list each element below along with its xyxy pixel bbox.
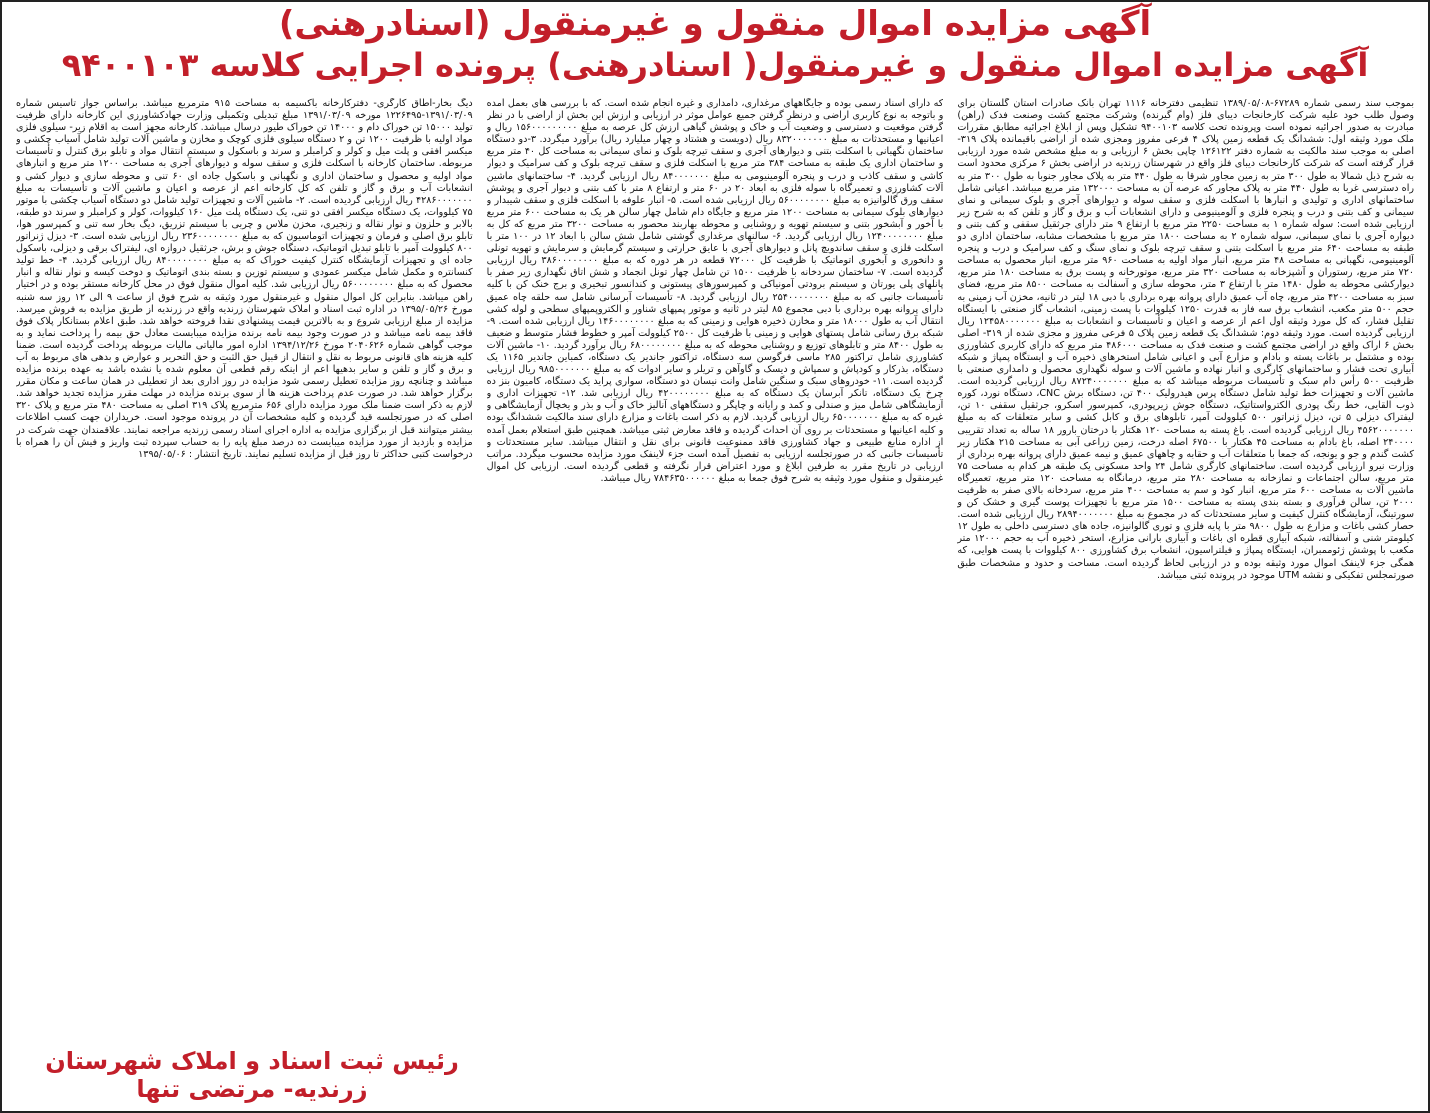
body-paragraph: که دارای اسناد رسمی بوده و جایگاههای مرغداری، دامداری و غیره انجام شده است. که با بررسی های بعمل آمده و باتوجه به نوع کاربری اراضی و درنظر گرفتن جمیع عوامل موثر در ارزیابی و ارزش این بخش از اراضی با در نظر گرفتن موقعیت و دسترسی و وضعیت آب و خاک و پوشش گیاهی ارزش کل عرصه به مبلغ ۱۵۶۰۰۰۰۰۰۰۰۰ ریال و اعیانیها و مستحدثات به مبلغ ۸۳۲۰۰۰۰۰۰۰ ریال (دویست و هشتاد و چهار میلیارد ریال) برآورد میگردد. ۳-دو دستگاه ساختمان نگهبانی با اسکلت بتنی و دیوارهای آجری و سقف تیرچه بلوک و نمای سیمانی به مساحت کل ۴۰ متر مربع و ساختمان اداری یک طبقه به مساحت ۳۸۴ متر مربع با اسکلت فلزی و سقف تیرچه بلوک و کف سرامیک و دیوار کاشی و سقف کاذب و درب و پنجره آلومینیومی به مبلغ ۸۴۰۰۰۰۰۰۰ ریال ارزیابی گردید. ۴- ساختمانهای ماشین آلات کشاورزی و تعمیرگاه با سوله فلزی به ابعاد ۲۰ در ۶۰ متر و ارتفاع ۸ متر با کف بتنی و دیوار آجری و پوشش سقف ورق گالوانیزه به مبلغ ۵۶۰۰۰۰۰۰۰۰ ریال ارزیابی شده است. ۵- انبار علوفه با اسکلت فلزی و سقف شیبدار و دیوارهای بلوک سیمانی به مساحت ۱۲۰۰ متر مربع و جایگاه دام شامل چهار سالن هر یک به مساحت ۶۰۰ متر مربع با آخور و آبشخور بتنی و سیستم تهویه و روشنایی و محوطه بهاربند محصور به مساحت ۳۲۰۰ متر مربع که کل به مبلغ ۱۲۴۰۰۰۰۰۰۰۰ ریال ارزیابی گردید. ۶- سالنهای مرغداری گوشتی شامل شش سالن با ابعاد ۱۲ در ۱۰۰ متر با اسکلت فلزی و سقف ساندویچ پانل و دیوارهای آجری با عایق حرارتی و سیستم گرمایش و سرمایش و تهویه تونلی و دانخوری و آبخوری اتوماتیک با ظرفیت کل ۷۲۰۰۰ قطعه در هر دوره که به مبلغ ۳۸۶۰۰۰۰۰۰۰۰ ریال ارزیابی گردیده است. ۷- ساختمان سردخانه با ظرفیت ۱۵۰۰ تن شامل چهار تونل انجماد و شش اتاق نگهداری زیر صفر با پانلهای پلی یورتان و سیستم برودتی آمونیاکی و کمپرسورهای پیستونی و کندانسور تبخیری و برج خنک کن با کلیه تأسیسات جانبی که به مبلغ ۲۵۴۰۰۰۰۰۰۰۰ ریال ارزیابی گردید. ۸- تأسیسات آبرسانی شامل سه حلقه چاه عمیق دارای پروانه بهره برداری با دبی مجموع ۸۵ لیتر در ثانیه و موتور پمپهای شناور و الکتروپمپهای سطحی و لوله کشی انتقال آب به طول ۱۸۰۰۰ متر و مخازن ذخیره هوایی و زمینی که به مبلغ ۱۴۶۰۰۰۰۰۰۰۰ ریال ارزیابی شده است. ۹- شبکه برق رسانی شامل پستهای هوایی و زمینی با ظرفیت کل ۲۵۰۰ کیلوولت آمپر و خطوط فشار متوسط و ضعیف به طول ۸۴۰۰ متر و تابلوهای توزیع و روشنایی محوطه که به مبلغ ۶۸۰۰۰۰۰۰۰۰ ریال برآورد گردید. ۱۰- ماشین آلات کشاورزی شامل تراکتور ۲۸۵ ماسی فرگوسن سه دستگاه، تراکتور جاندیر یک دستگاه، کمباین جاندیر ۱۱۶۵ یک دستگاه، بذرکار و کودپاش و سمپاش و دیسک و گاوآهن و تریلر و سایر ادوات که به مبلغ ۹۸۵۰۰۰۰۰۰۰ ریال ارزیابی گردیده است. ۱۱- خودروهای سبک و سنگین شامل وانت نیسان دو دستگاه، سواری پراید یک دستگاه، کامیون بنز ده چرخ یک دستگاه، تانکر آبرسان یک دستگاه که به مبلغ ۴۲۰۰۰۰۰۰۰۰ ریال ارزیابی شد. ۱۲- تجهیزات اداری و آزمایشگاهی شامل میز و صندلی و کمد و رایانه و چاپگر و دستگاههای آنالیز خاک و آب و بذر و یخچال آزمایشگاهی و غیره که به مبلغ ۶۵۰۰۰۰۰۰۰ ریال ارزیابی گردید. لازم به ذکر است باغات و مزارع دارای سند مالکیت ششدانگ بوده و کلیه اعیانیها و مستحدثات بر روی آن احداث گردیده و فاقد معارض ثبتی میباشد. همچنین طبق استعلام بعمل آمده از اداره منابع طبیعی و جهاد کشاورزی فاقد ممنوعیت قانونی برای نقل و انتقال میباشد. سایر مستحدثات و تأسیسات جانبی که در صورتجلسه ارزیابی به تفصیل آمده است جزء لاینفک مورد مزایده محسوب میگردد. مراتب ارزیابی در تاریخ مقرر به طرفین ابلاغ و مورد اعتراض قرار نگرفته و قطعی گردیده است. ارزیابی کل اموال غیرمنقول و منقول مورد وثیقه به شرح فوق جمعا به مبلغ ۷۸۴۶۳۵۰۰۰۰۰۰ ریال میباشد. bbox=[486, 98, 944, 484]
body-column-middle bbox=[487, 98, 944, 1066]
notice-body bbox=[16, 98, 1414, 1066]
body-paragraph: بموجب سند رسمی شماره ۶۷۲۸۹-۱۳۸۹/۰۵/۰۸ تنظیمی دفترخانه ۱۱۱۶ تهران بانک صادرات استان گلستان برای وصول طلب خود علیه شرکت کارخانجات دیبای فلز (وام گیرنده) وشرکت مجتمع کشت وصنعت فدک (راهن) مبادرت به صدور اجرائیه نموده است وپرونده تحت کلاسه ۹۴۰۰۱۰۳ تشکیل وپس از ابلاغ اجرائیه مطابق مقررات ملک مورد وثیقه اول: ششدانگ یک قطعه زمین پلاک ۴ فرعی مفروز ومجزی شده از اراضی باقیمانده پلاک ۳۱۹-اصلی به موجب سند مالکیت به شماره دفتر ۱۲۶۱۲۲ چاپی بخش ۶ ارزیابی و به مبلغ مشخص شده مورد ارزیابی قرار گرفته است که شرکت کارخانجات دیبای فلز واقع در شهرستان زرندیه در اراضی بخش ۶ مرکزی محدود است به شرح ذیل شمالا به طول ۳۰۰ متر به زمین مجاور شرقا به طول ۴۴۰ متر به پلاک مجاور جنوبا به طول ۳۰۰ متر به راه دسترسی غربا به طول ۴۴۰ متر به پلاک مجاور که عرصه آن به مساحت ۱۳۲۰۰۰ متر مربع میباشد. اعیانی شامل ساختمانهای اداری و تولیدی و انبارها با اسکلت فلزی و سقف سوله و دیوارهای آجری و بلوک سیمانی و نمای سیمانی و کف بتنی و درب و پنجره فلزی و آلومینیومی و دارای انشعابات آب و برق و گاز و تلفن که به شرح زیر ارزیابی شده است: سوله شماره ۱ به مساحت ۲۲۵۰ متر مربع با ارتفاع ۹ متر دارای جرثقیل سقفی و کف بتنی و دیواره آجری با نمای سیمانی، سوله شماره ۲ به مساحت ۱۸۰۰ متر مربع با مشخصات مشابه، ساختمان اداری دو طبقه به مساحت ۶۴۰ متر مربع با اسکلت بتنی و سقف تیرچه بلوک و نمای سنگ و کف سرامیک و درب و پنجره آلومینیومی، نگهبانی به مساحت ۴۸ متر مربع، انبار مواد اولیه به مساحت ۹۶۰ متر مربع، انبار محصول به مساحت ۷۲۰ متر مربع، رستوران و آشپزخانه به مساحت ۳۲۰ متر مربع، موتورخانه و پست برق به مساحت ۱۸۰ متر مربع، دیوارکشی محوطه به طول ۱۴۸۰ متر با ارتفاع ۳ متر، محوطه سازی و آسفالت به مساحت ۸۵۰۰ متر مربع، فضای سبز به مساحت ۴۲۰۰ متر مربع، چاه آب عمیق دارای پروانه بهره برداری با دبی ۱۸ لیتر در ثانیه، مخزن آب زمینی به حجم ۵۰۰ متر مکعب، انشعاب برق سه فاز به قدرت ۱۲۵۰ کیلووات با پست زمینی، انشعاب گاز صنعتی با ایستگاه تقلیل فشار، که کل مورد وثیقه اول اعم از عرصه و اعیان و تأسیسات و انشعابات به مبلغ ۱۲۴۵۸۰۰۰۰۰۰۰ ریال ارزیابی گردیده است. مورد وثیقه دوم: ششدانگ یک قطعه زمین پلاک ۵ فرعی مفروز و مجزی شده از ۳۱۹- اصلی بخش ۶ اراک واقع در اراضی مجتمع کشت و صنعت فدک به مساحت ۴۸۶۰۰۰ متر مربع که دارای کاربری کشاورزی بوده و مشتمل بر باغات پسته و بادام و مزارع آبی و اعیانی شامل استخرهای ذخیره آب و ایستگاه پمپاژ و شبکه آبیاری تحت فشار و ساختمانهای کارگری و انبار نهاده و ماشین آلات و سوله نگهداری محصول و دامداری صنعتی با ظرفیت ۵۰۰ رأس دام سبک و تأسیسات مربوطه میباشد که به مبلغ ۸۷۲۴۰۰۰۰۰۰۰ ریال ارزیابی گردیده است. ماشین آلات و تجهیزات خط تولید شامل دستگاه پرس هیدرولیک ۴۰۰ تن، دستگاه برش CNC، دستگاه نورد، کوره ذوب القایی، خط رنگ پودری الکترواستاتیک، دستگاه جوش زیرپودری، کمپرسور اسکرو، جرثقیل سقفی ۱۰ تن، لیفتراک دیزلی ۵ تن، دیزل ژنراتور ۵۰۰ کیلوولت آمپر، تابلوهای برق و کابل کشی و سایر متعلقات که به مبلغ ۴۵۶۲۰۰۰۰۰۰۰ ریال ارزیابی گردیده است. باغ پسته به مساحت ۱۲۰ هکتار با درختان بارور ۱۸ ساله به تعداد تقریبی ۲۴۰۰۰۰ اصله، باغ بادام به مساحت ۴۵ هکتار با ۶۷۵۰۰ اصله درخت، زمین زراعی آبی به مساحت ۲۱۵ هکتار زیر کشت گندم و جو و یونجه، که جمعا با متعلقات آب و حقابه و چاههای عمیق و نیمه عمیق دارای پروانه بهره برداری از وزارت نیرو ارزیابی گردیده است. ساختمانهای کارگری شامل ۲۴ واحد مسکونی یک طبقه هر کدام به مساحت ۷۵ متر مربع، سالن اجتماعات و نمازخانه به مساحت ۲۸۰ متر مربع، درمانگاه به مساحت ۱۲۰ متر مربع، تعمیرگاه ماشین آلات به مساحت ۶۰۰ متر مربع، انبار کود و سم به مساحت ۴۰۰ متر مربع، سردخانه بالای صفر به ظرفیت ۲۰۰۰ تن، سالن فرآوری و بسته بندی پسته به مساحت ۱۵۰۰ متر مربع با تجهیزات پوست گیری و خشک کن و سورتینگ، آزمایشگاه کنترل کیفیت و سایر مستحدثات که در مجموع به مبلغ ۲۸۹۴۰۰۰۰۰۰۰ ریال ارزیابی شده است. حصار کشی باغات و مزارع به طول ۹۸۰۰ متر با پایه فلزی و توری گالوانیزه، جاده های دسترسی داخلی به طول ۱۲ کیلومتر شنی و آسفالته، شبکه آبیاری قطره ای باغات و آبیاری بارانی مزارع، استخر ذخیره آب به حجم ۱۲۰۰۰ متر مکعب با پوشش ژئوممبران، ایستگاه پمپاژ و فیلتراسیون، انشعاب برق کشاورزی ۸۰۰ کیلووات با پست هوایی، که همگی جزء لاینفک اموال مورد وثیقه بوده و در ارزیابی لحاظ گردیده است. مساحت و حدود و مشخصات طبق صورتمجلس تفکیکی و نقشه UTM موجود در پرونده ثبتی میباشد. bbox=[957, 98, 1414, 581]
notice-subtitle: آگهی مزایده اموال منقول و غیرمنقول( اسنادرهنی) پرونده اجرایی کلاسه ۹۴۰۰۱۰۳ bbox=[61, 46, 1369, 84]
body-column-left bbox=[16, 98, 473, 1023]
notice-title: آگهی مزایده اموال منقول و غیرمنقول (اسنادرهنی) bbox=[278, 4, 1152, 44]
body-column-right bbox=[957, 98, 1414, 1066]
signature-line: رئیس ثبت اسناد و املاک شهرستان زرندیه- مرتضی تنها bbox=[45, 1047, 459, 1103]
body-paragraph: دیگ بخار-اطاق کارگری- دفترکارخانه باکسیمه به مساحت ۹۱۵ مترمربع میباشد. براساس جواز تاسیس شماره ۱۳۹۱/۰۳/۰۹-۱۲۲۶۴۹۵ مورخه ۱۳۹۱/۰۳/۰۹ مبلغ تبدیلی وتکمیلی وزارت جهادکشاورزی این کارخانه دارای ظرفیت تولید ۱۵۰۰۰ تن خوراک دام و ۱۴۰۰۰ تن خوراک طیور درسال میباشد. کارخانه مجهز است به اقلام زیر- سیلوی فلزی مواد اولیه با ظرفیت ۱۲۰۰ تن و ۲ دستگاه سیلوی فلزی کوچک و مخازن و ماشین آلات تولید شامل آسیاب چکشی و میکسر افقی و پلت میل و کولر و کرامبلر و سرند و باسکول و سیستم انتقال مواد و تابلو برق کنترل و تأسیسات مربوطه. ساختمان کارخانه با اسکلت فلزی و سقف سوله و دیوارهای آجری به مساحت ۱۲۰۰ متر مربع و انبارهای مواد اولیه و محصول و ساختمان اداری و نگهبانی و باسکول جاده ای ۶۰ تنی و محوطه سازی و دیوار کشی و انشعابات آب و برق و گاز و تلفن که کل کارخانه اعم از عرصه و اعیان و ماشین آلات و تأسیسات به مبلغ ۴۲۸۶۰۰۰۰۰۰۰ ریال ارزیابی گردیده است. ۲- ماشین آلات و تجهیزات تولید شامل دو دستگاه آسیاب چکشی با موتور ۷۵ کیلووات، یک دستگاه میکسر افقی دو تنی، یک دستگاه پلت میل ۱۶۰ کیلووات، کولر و کرامبلر و سرند دو طبقه، بالابر و حلزون و نوار نقاله و زنجیری، مخزن ملاس و چربی با سیستم تزریق، دیگ بخار سه تنی و کمپرسور هوا، تابلو برق اصلی و فرمان و تجهیزات اتوماسیون که به مبلغ ۲۳۶۰۰۰۰۰۰۰۰ ریال ارزیابی شده است. ۳- دیزل ژنراتور ۸۰۰ کیلوولت آمپر با تابلو تبدیل اتوماتیک، دستگاه جوش و برش، جرثقیل دروازه ای، لیفتراک برقی و دیزلی، باسکول جاده ای و تجهیزات آزمایشگاه کنترل کیفیت خوراک که به مبلغ ۸۴۰۰۰۰۰۰۰۰ ریال ارزیابی گردید. ۴- خط تولید کنسانتره و مکمل شامل میکسر عمودی و سیستم توزین و بسته بندی اتوماتیک و دوخت کیسه و نوار نقاله و انبار محصول که به مبلغ ۵۶۰۰۰۰۰۰۰۰ ریال ارزیابی شد. کلیه اموال منقول فوق در محل کارخانه مستقر بوده و در اختیار راهن میباشد. بنابراین کل اموال منقول و غیرمنقول مورد وثیقه به شرح فوق از ساعت ۹ الی ۱۲ روز سه شنبه مورخ ۱۳۹۵/۰۵/۲۶ در اداره ثبت اسناد و املاک شهرستان زرندیه واقع در زرندیه از طریق مزایده به فروش میرسد. مزایده از مبلغ ارزیابی شروع و به بالاترین قیمت پیشنهادی نقدا فروخته خواهد شد. طبق اعلام بستانکار پلاک فوق فاقد بیمه نامه میباشد و در صورت وجود بیمه نامه برنده مزایده میبایست معادل حق بیمه را پرداخت نماید و به موجب گواهی شماره ۲۰۴۰۶۲۶ مورخ ۱۳۹۴/۱۲/۲۶ اداره امور مالیاتی مالیات مربوطه پرداخت گردیده است. ضمنا کلیه هزینه های قانونی مربوط به نقل و انتقال از قبیل حق الثبت و حق التحریر و عوارض و بدهی های مربوط به آب و برق و گاز و تلفن و سایر بدهیها اعم از اینکه رقم قطعی آن معلوم شده یا نشده باشد به عهده برنده مزایده میباشد و چنانچه روز مزایده تعطیل رسمی شود مزایده در روز اداری بعد از تعطیلی در همان ساعت و مکان مقرر برگزار خواهد شد. در صورت عدم پرداخت هزینه ها از سوی برنده مزایده در مهلت مقرر مزایده تجدید خواهد شد. لازم به ذکر است ضمنا ملک مورد مزایده دارای ۶۵۶ مترمربع پلاک ۳۱۹ اصلی به مساحت ۴۸۰ متر مربع و پلاک ۳۲۰ اصلی که در صورتجلسه قید گردیده و کلیه مشخصات آن در پرونده موجود است. خریداران جهت کسب اطلاعات بیشتر میتوانند قبل از برگزاری مزایده به اداره اجرای اسناد رسمی زرندیه مراجعه نمایند. علاقمندان جهت شرکت در مزایده و بازدید از مورد مزایده میبایست ده درصد مبلغ پایه را به حساب سپرده ثبت واریز و فیش آن را همراه با درخواست کتبی حداکثر تا روز قبل از مزایده تسلیم نمایند. تاریخ انتشار : ۱۳۹۵/۰۵/۰۶ bbox=[15, 98, 473, 460]
